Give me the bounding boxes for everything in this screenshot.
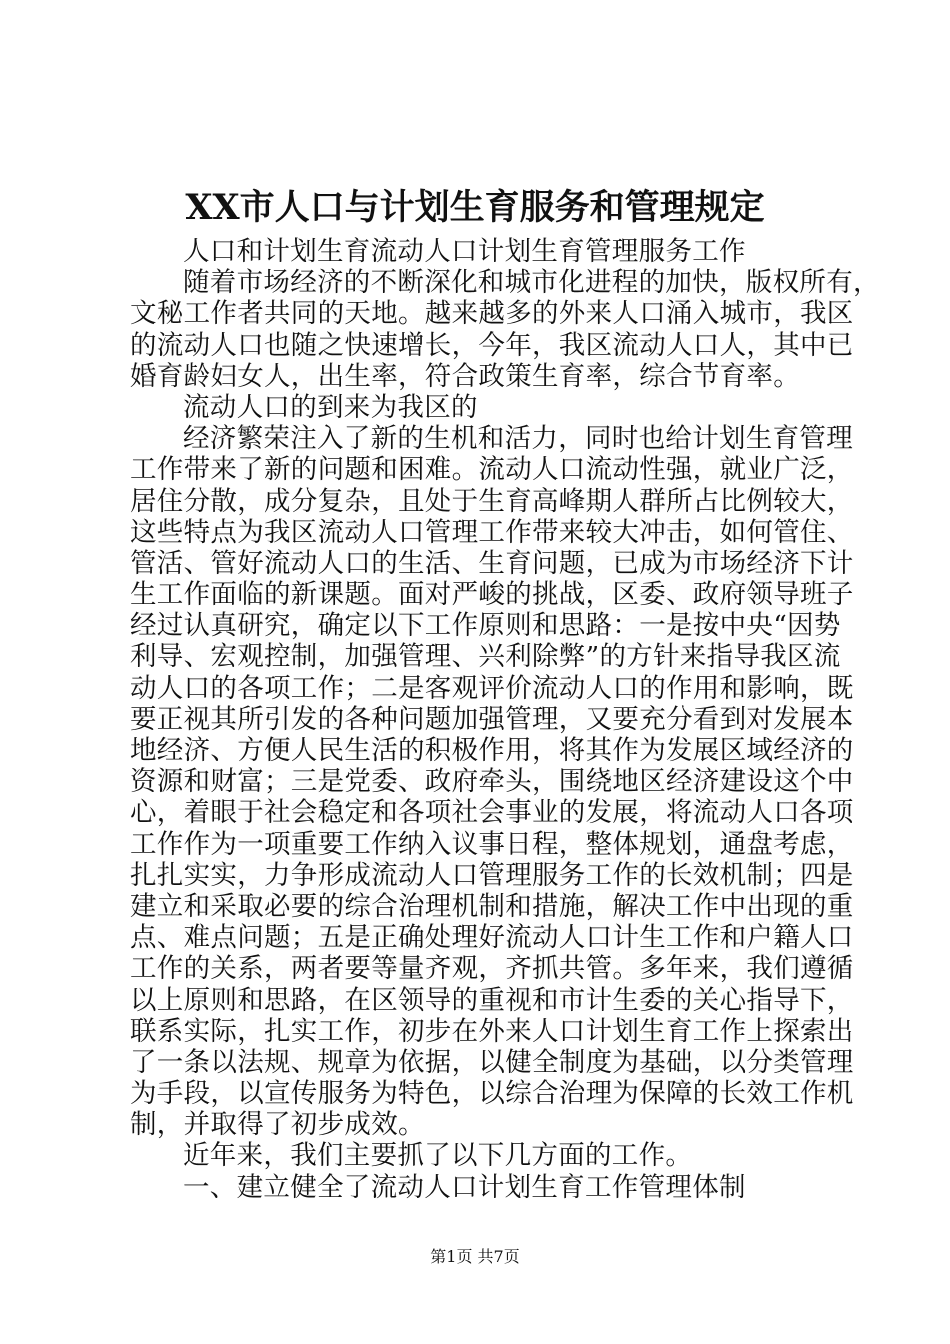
text-line: 管活、管好流动人口的生活、生育问题，已成为市场经济下计 — [130, 547, 854, 579]
text-line: 工作的关系，两者要等量齐观，齐抓共管。多年来，我们遵循 — [130, 953, 854, 985]
text-line: 随着市场经济的不断深化和城市化进程的加快，版权所有， — [183, 267, 880, 299]
text-line: 文秘工作者共同的天地。越来越多的外来人口涌入城市，我区 — [130, 298, 854, 330]
text-line: 经济繁荣注入了新的生机和活力，同时也给计划生育管理 — [183, 423, 853, 455]
document-title: XX市人口与计划生育服务和管理规定 — [185, 187, 765, 228]
text-line: 地经济、方便人民生活的积极作用，将其作为发展区域经济的 — [130, 735, 854, 766]
text-line: 生工作面临的新课题。面对严峻的挑战，区委、政府领导班子 — [130, 579, 854, 611]
text-line: 工作带来了新的问题和困难。流动人口流动性强，就业广泛， — [130, 454, 854, 486]
text-line: 要正视其所引发的各种问题加强管理，又要充分看到对发展本 — [130, 703, 854, 735]
text-line: 工作作为一项重要工作纳入议事日程，整体规划，通盘考虑， — [130, 828, 854, 860]
text-line: 了一条以法规、规章为依据，以健全制度为基础，以分类管理 — [130, 1046, 854, 1078]
text-line: 为手段，以宣传服务为特色，以综合治理为保障的长效工作机 — [130, 1078, 854, 1110]
text-line: 的流动人口也随之快速增长，今年，我区流动人口人，其中已 — [130, 329, 854, 361]
text-line: 近年来，我们主要抓了以下几方面的工作。 — [183, 1140, 693, 1172]
text-line: 联系实际，扎实工作，初步在外来人口计划生育工作上探索出 — [130, 1015, 854, 1047]
text-line: 资源和财富；三是党委、政府牵头，围绕地区经济建设这个中 — [130, 766, 854, 798]
text-line: 制，并取得了初步成效。 — [130, 1109, 425, 1141]
text-line: 建立和采取必要的综合治理机制和措施，解决工作中出现的重 — [130, 890, 854, 922]
text-line: 流动人口的到来为我区的 — [183, 391, 478, 423]
text-line: 一、建立健全了流动人口计划生育工作管理体制 — [183, 1171, 746, 1203]
text-line: 以上原则和思路，在区领导的重视和市计生委的关心指导下， — [130, 984, 854, 1016]
text-line: 心，着眼于社会稳定和各项社会事业的发展，将流动人口各项 — [130, 797, 854, 829]
text-line: 经过认真研究，确定以下工作原则和思路：一是按中央“因势 — [130, 610, 841, 642]
text-line: 点、难点问题；五是正确处理好流动人口计生工作和户籍人口 — [130, 922, 854, 954]
text-line: 利导、宏观控制，加强管理、兴利除弊”的方针来指导我区流 — [130, 641, 841, 673]
text-line: 这些特点为我区流动人口管理工作带来较大冲击，如何管住、 — [130, 516, 854, 548]
text-line: 居住分散，成分复杂，且处于生育高峰期人群所占比例较大， — [130, 485, 854, 517]
document-body — [130, 236, 880, 1203]
text-line: 人口和计划生育流动人口计划生育管理服务工作 — [183, 236, 746, 267]
page-footer: 第1页 共7页 — [430, 1247, 520, 1266]
text-line: 动人口的各项工作；二是客观评价流动人口的作用和影响，既 — [130, 672, 854, 704]
text-line: 扎扎实实，力争形成流动人口管理服务工作的长效机制；四是 — [130, 859, 854, 891]
text-line: 婚育龄妇女人，出生率，符合政策生育率，综合节育率。 — [130, 360, 800, 392]
